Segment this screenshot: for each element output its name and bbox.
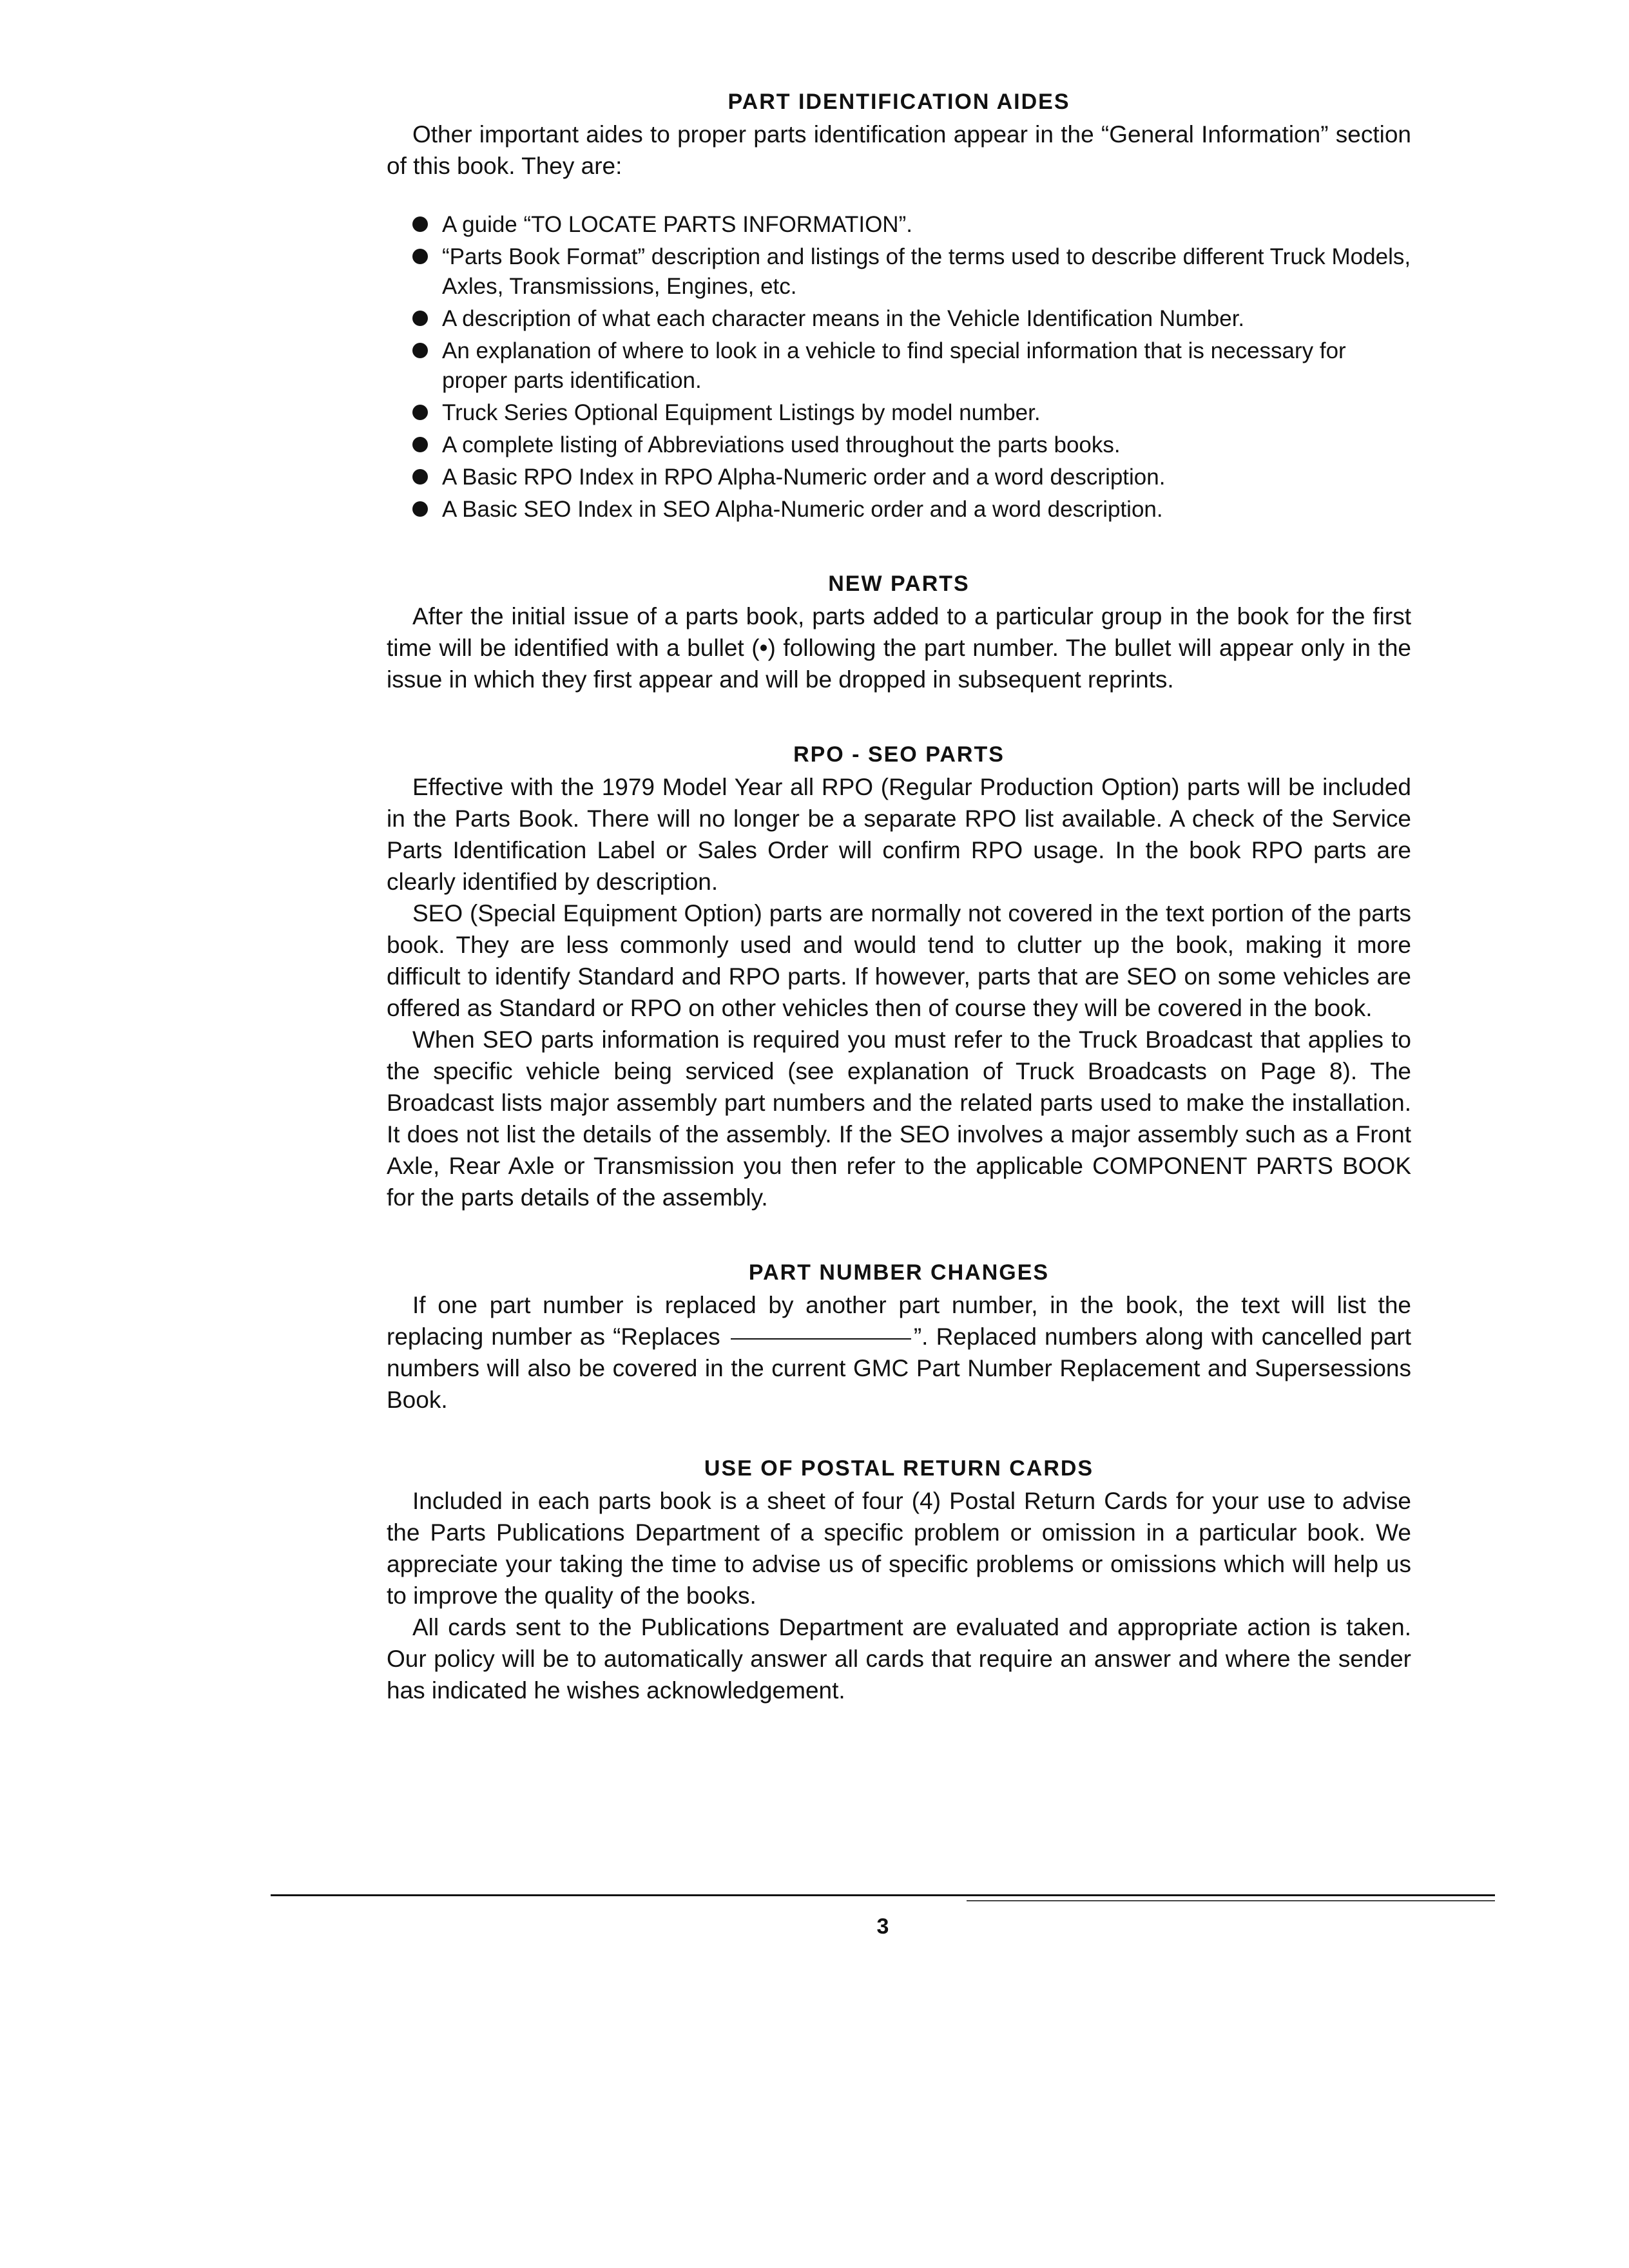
section-postal-return-cards	[387, 1454, 1411, 1706]
part-number-changes-paragraph	[387, 1289, 1411, 1416]
bullet-icon	[412, 216, 428, 232]
list-item-text: A Basic SEO Index in SEO Alpha-Numeric order and a word description.	[442, 497, 1163, 522]
list-item-text: A guide “TO LOCATE PARTS INFORMATION”.	[442, 212, 912, 237]
bullet-icon	[412, 469, 428, 485]
heading-new-parts: NEW PARTS	[828, 572, 970, 596]
list-item-text: Truck Series Optional Equipment Listings by model number.	[442, 400, 1041, 425]
aides-bullet-list	[412, 210, 1411, 524]
bullet-icon	[412, 437, 428, 452]
section-new-parts	[387, 570, 1411, 695]
rpo-seo-paragraph-3: When SEO parts information is required you must refer to the Truck Broadcast that applies to the specific vehicle being serviced (see explanation of Truck Broadcasts on Page 8). The Broadcast lists major assembly part numbers and the related parts used to make the installation. It does not list the details of the assembly. If the SEO involves a major assembly such as a Front Axle, Rear Axle or Transmission you then refer to the applicable COMPONENT PARTS BOOK for the parts details of the assembly.	[387, 1026, 1411, 1211]
list-item	[412, 304, 1411, 334]
section-rpo-seo-parts	[387, 740, 1411, 1213]
heading-part-number-changes: PART NUMBER CHANGES	[748, 1260, 1050, 1285]
blank-line	[731, 1338, 911, 1340]
section-part-identification-aides	[387, 88, 1411, 524]
postal-cards-paragraph-1: Included in each parts book is a sheet of four (4) Postal Return Cards for your use to advise the Parts Publications Department of a specific problem or omission in a particular book. We appreciate your taking the time to advise us of specific problems or omissions which will help us to improve the quality of the books.	[387, 1488, 1411, 1609]
list-item	[412, 495, 1411, 524]
list-item	[412, 242, 1411, 302]
heading-part-identification-aides: PART IDENTIFICATION AIDES	[728, 90, 1070, 114]
list-item-text: A complete listing of Abbreviations used throughout the parts books.	[442, 432, 1121, 457]
page-number: 3	[876, 1914, 889, 1939]
list-item-text: “Parts Book Format” description and listings of the terms used to describe different Truck Models, Axles, Transmissions, Engines, etc.	[442, 244, 1411, 299]
aides-intro-paragraph: Other important aides to proper parts identification appear in the “General Information” section of this book. They are:	[387, 121, 1411, 179]
section-part-number-changes	[387, 1258, 1411, 1416]
list-item-text: An explanation of where to look in a vehicle to find special information that is necessary for proper parts identification.	[442, 338, 1346, 393]
bullet-icon	[412, 249, 428, 264]
new-parts-paragraph: After the initial issue of a parts book, parts added to a particular group in the book for the first time will be identified with a bullet (•) following the part number. The bullet will appear only in the issue in which they first appear and will be dropped in subsequent reprints.	[387, 603, 1411, 693]
list-item	[412, 210, 1411, 240]
footer-divider-secondary	[967, 1900, 1495, 1901]
bullet-icon	[412, 311, 428, 326]
text-before-blank: If one part number is replaced by another part number, in the book, the text will list the replacing number as “Replaces	[387, 1292, 1411, 1350]
postal-cards-paragraph-2: All cards sent to the Publications Department are evaluated and appropriate action is taken. Our policy will be to automatically answer all cards that require an answer and where the sender has indicated he wishes acknowledgement.	[387, 1614, 1411, 1704]
heading-postal-return-cards: USE OF POSTAL RETURN CARDS	[704, 1456, 1094, 1481]
bullet-icon	[412, 405, 428, 420]
list-item	[412, 430, 1411, 460]
bullet-icon	[412, 343, 428, 358]
list-item	[412, 463, 1411, 492]
page-content	[387, 88, 1411, 1706]
list-item	[412, 336, 1411, 396]
text-after-blank: ”. Replaced numbers along with cancelled part numbers will also be covered in the current GMC Part Number Replacement and Supersessions Book.	[387, 1323, 1412, 1413]
rpo-seo-paragraph-2: SEO (Special Equipment Option) parts are normally not covered in the text portion of the parts book. They are less commonly used and would tend to clutter up the book, making it more difficult to identify Standard and RPO parts. If however, parts that are SEO on some vehicles are offered as Standard or RPO on other vehicles then of course they will be covered in the book.	[387, 900, 1411, 1021]
list-item-text: A Basic RPO Index in RPO Alpha-Numeric order and a word description.	[442, 465, 1166, 490]
footer-divider	[271, 1894, 1495, 1896]
heading-rpo-seo-parts: RPO - SEO PARTS	[793, 742, 1005, 767]
bullet-icon	[412, 501, 428, 517]
list-item-text: A description of what each character means in the Vehicle Identification Number.	[442, 306, 1245, 331]
rpo-seo-paragraph-1: Effective with the 1979 Model Year all RPO (Regular Production Option) parts will be included in the Parts Book. There will no longer be a separate RPO list available. A check of the Service Parts Identification Label or Sales Order will confirm RPO usage. In the book RPO parts are clearly identified by description.	[387, 774, 1411, 895]
list-item	[412, 398, 1411, 428]
